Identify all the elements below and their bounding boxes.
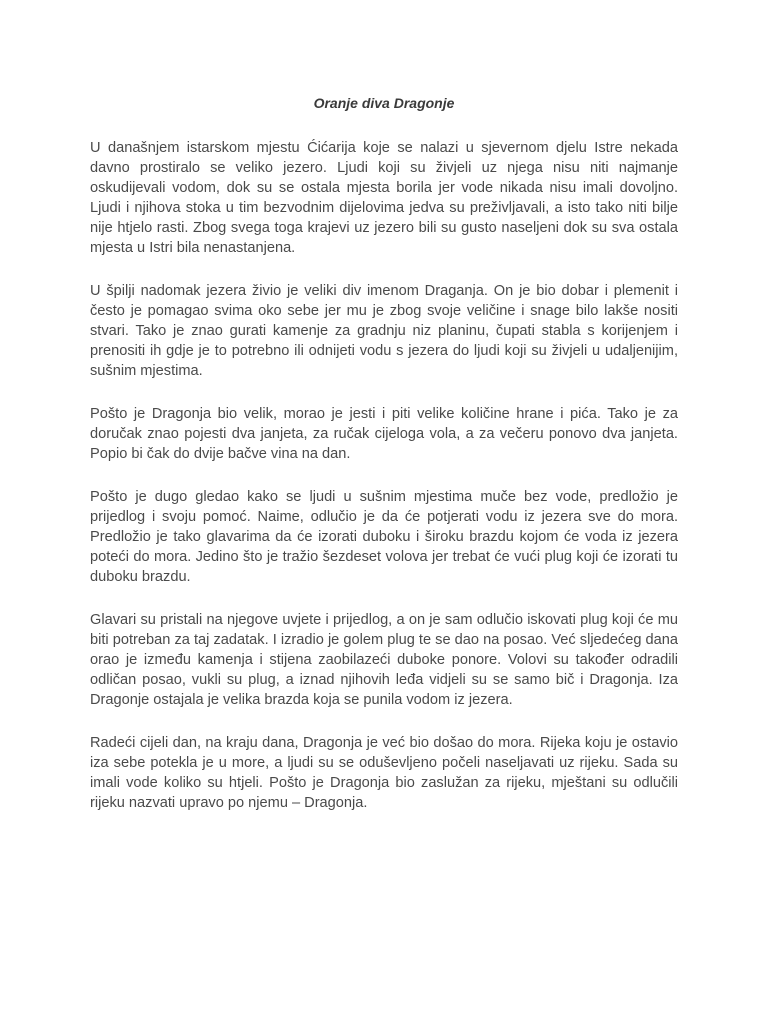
paragraph-4: Pošto je dugo gledao kako se ljudi u sušnim mjestima muče bez vode, predložio je prijedlog i svoju pomoć. Naime, odlučio je da će potjerati vodu iz jezera sve do mora. Predložio je tako glavarima da će izorati duboku i široku brazdu kojom će voda iz jezera poteći do mora. Jedino što je tražio šezdeset volova jer trebat će vući plug koji će izorati tu duboku brazdu.: [90, 489, 678, 585]
paragraph-3: Pošto je Dragonja bio velik, morao je jesti i piti velike količine hrane i pića. Tako je za doručak znao pojesti dva janjeta, za ručak cijeloga vola, a za večeru ponovo dva janjeta. Popio bi čak do dvije bačve vina na dan.: [90, 406, 678, 462]
paragraph-5: Glavari su pristali na njegove uvjete i prijedlog, a on je sam odlučio iskovati plug koji će mu biti potreban za taj zadatak. I izradio je golem plug te se dao na posao. Već sljedećeg dana orao je između kamenja i stijena zaobilazeći duboke ponore. Volovi su također odradili odličan posao, vukli su plug, a iznad njihovih leđa vidjeli su se samo bič i Dragonja. Iza Dragonje ostajala je velika brazda koja se punila vodom iz jezera.: [90, 612, 678, 708]
document-body: [90, 138, 678, 836]
document-title: Oranje diva Dragonje: [313, 95, 455, 111]
paragraph-2: U špilji nadomak jezera živio je veliki div imenom Draganja. On je bio dobar i plemenit i često je pomagao svima oko sebe jer mu je zbog svoje veličine i snage bilo lakše nositi stvari. Tako je znao gurati kamenje za gradnju niz planinu, čupati stabla s korijenjem i prenositi ih gdje je to potrebno ili odnijeti vodu s jezera do ljudi koji su živjeli u udaljenijim, sušnim mjestima.: [90, 283, 678, 379]
paragraph-1: U današnjem istarskom mjestu Ćićarija koje se nalazi u sjevernom djelu Istre nekada davno prostiralo se veliko jezero. Ljudi koji su živjeli uz njega nisu niti najmanje oskudijevali vodom, dok su se ostala mjesta borila jer vode nikada nisu imali dovoljno. Ljudi i njihova stoka u tim bezvodnim dijelovima jedva su preživljavali, a isto tako niti bilje nije htjelo rasti. Zbog svega toga krajevi uz jezero bili su gusto naseljeni dok su sva ostala mjesta u Istri bila nenastanjena.: [90, 140, 678, 256]
paragraph-6: Radeći cijeli dan, na kraju dana, Dragonja je već bio došao do mora. Rijeka koju je ostavio iza sebe potekla je u more, a ljudi su se oduševljeno počeli naseljavati uz rijeku. Sada su imali vode koliko su htjeli. Pošto je Dragonja bio zaslužan za rijeku, mještani su odlučili rijeku nazvati upravo po njemu – Dragonja.: [90, 735, 678, 811]
